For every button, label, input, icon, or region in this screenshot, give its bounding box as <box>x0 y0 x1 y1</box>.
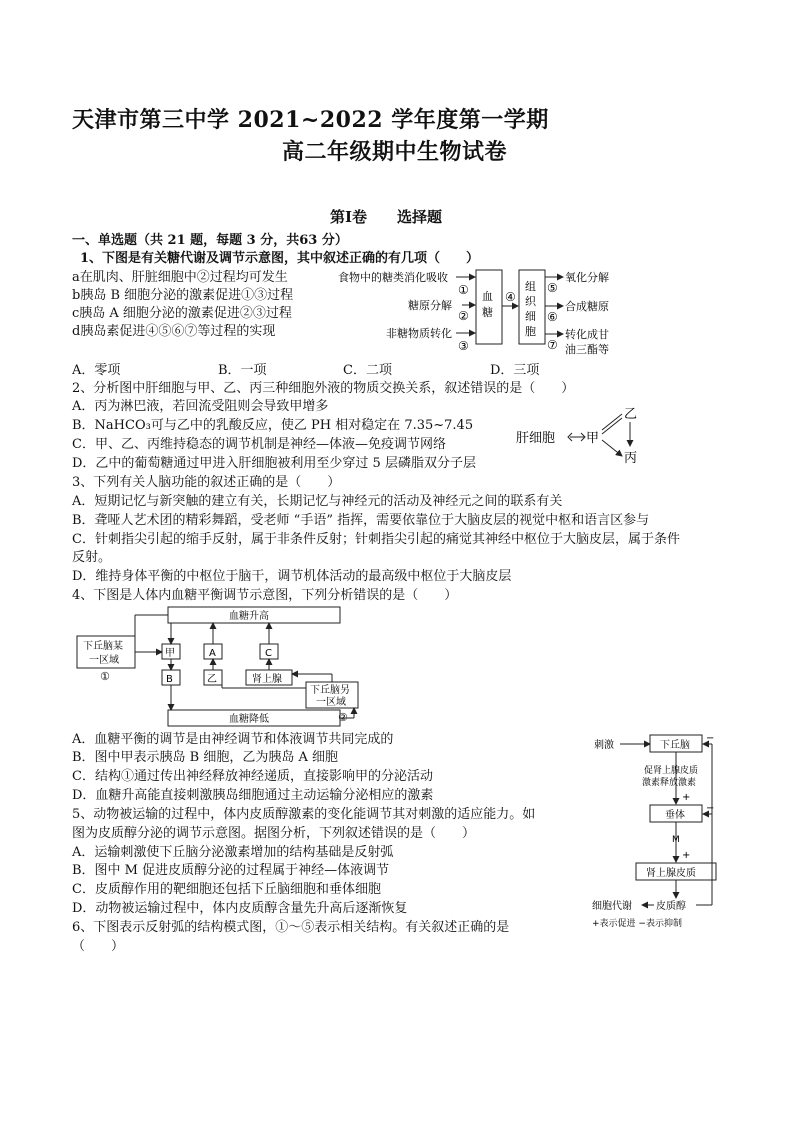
stimulus-label: 刺激 <box>594 740 614 751</box>
svg-text:激素释放激素: 激素释放激素 <box>642 778 697 788</box>
source-nonsugar-label: 非糖物质转化 <box>386 327 452 340</box>
q3-option-c-cont: 反射。 <box>72 550 112 565</box>
q1-glucose-diagram <box>336 264 626 360</box>
svg-text:皮质醇: 皮质醇 <box>656 901 686 912</box>
q2-option-c: C．甲、乙、丙维持稳态的调节机制是神经—体液—免疫调节网络 <box>72 437 446 452</box>
svg-text:肾上腺皮质: 肾上腺皮质 <box>646 868 696 879</box>
output-oxidation-label: 氧化分解 <box>565 271 609 284</box>
source-glycogen-label: 糖原分解 <box>408 299 452 312</box>
svg-text:细胞代谢: 细胞代谢 <box>592 901 632 912</box>
svg-text:⑤: ⑤ <box>547 281 558 295</box>
q1-option-a: A．零项 <box>72 363 121 378</box>
q4-regulation-diagram <box>74 604 364 730</box>
svg-text:B: B <box>166 674 173 685</box>
svg-text:甲: 甲 <box>165 648 175 659</box>
q6-stem: 6、下图表示反射弧的结构模式图，①～⑤表示相关结构。有关叙述正确的是 <box>72 920 510 935</box>
svg-text:血糖降低: 血糖降低 <box>229 714 269 725</box>
svg-text:下丘脑某: 下丘脑某 <box>83 641 123 652</box>
output-convert-label: 转化成甘 <box>565 328 609 341</box>
part-heading: 一、单选题（共 21 题，每题 3 分，共63 分） <box>72 233 348 248</box>
q3-option-b: B．聋哑人艺术团的精彩舞蹈，受老师 “手语” 指挥，需要依靠位于大脑皮层的视觉中枢和语言区参与 <box>72 513 650 528</box>
q3-option-c: C．针刺指尖引起的缩手反射，属于非条件反射；针刺指尖引起的痛觉其神经中枢位于大脑皮层，属于条件 <box>72 532 680 547</box>
q5-option-d: D．动物被运输过程中，体内皮质醇含量先升高后逐渐恢复 <box>72 901 408 916</box>
q5-cortisol-diagram <box>590 732 720 930</box>
svg-text:下丘脑另: 下丘脑另 <box>310 685 350 696</box>
title-line1: 天津市第三中学 2021~2022 学年度第一学期 <box>72 107 549 133</box>
svg-text:②: ② <box>458 309 469 323</box>
svg-text:⑦: ⑦ <box>547 338 558 352</box>
q5-stem-2: 图为皮质醇分泌的调节示意图。据图分析，下列叙述错误的是（ ） <box>72 826 476 841</box>
q2-option-a: A．丙为淋巴液，若回流受阻则会导致甲增多 <box>72 399 329 414</box>
svg-text:−: − <box>706 733 715 744</box>
q1-stem: 1、下图是有关糖代谢及调节示意图，其中叙述正确的有几项（ ） <box>80 251 480 266</box>
q1-option-c: C．二项 <box>343 363 392 378</box>
q5-option-b: B．图中 M 促进皮质醇分泌的过程属于神经—体液调节 <box>72 863 390 878</box>
q4-stem: 4、下图是人体内血糖平衡调节示意图，下列分析错误的是（ ） <box>72 588 458 603</box>
q5-option-a: A．运输刺激使下丘脑分泌激素增加的结构基础是反射弧 <box>72 845 394 860</box>
svg-text:血: 血 <box>482 290 493 303</box>
section-title: 第Ⅰ卷 选择题 <box>330 208 443 226</box>
svg-text:丙: 丙 <box>624 451 638 464</box>
svg-text:+: + <box>682 792 691 803</box>
title-line2: 高二年级期中生物试卷 <box>282 139 508 165</box>
legend-label: +表示促进 −表示抑制 <box>592 919 682 929</box>
svg-text:①: ① <box>100 670 110 683</box>
svg-text:③: ③ <box>458 339 469 353</box>
q2-option-b: B．NaHCO₃可与乙中的乳酸反应，使乙 PH 相对稳定在 7.35~7.45 <box>72 418 474 433</box>
output-glycogen-label: 合成糖原 <box>565 300 609 313</box>
q5-stem: 5、动物被运输的过程中，体内皮质醇激素的变化能调节其对刺激的适应能力。如 <box>72 807 536 822</box>
q1-statement-d: d胰岛素促进④⑤⑥⑦等过程的实现 <box>72 324 276 339</box>
q6-stem-2: （ ） <box>72 939 125 954</box>
liver-cell-label: 肝细胞 <box>516 431 556 446</box>
q4-option-a: A．血糖平衡的调节是由神经调节和体液调节共同完成的 <box>72 732 394 747</box>
svg-text:促肾上腺皮质: 促肾上腺皮质 <box>644 766 699 776</box>
svg-text:垂体: 垂体 <box>665 810 685 821</box>
q1-option-b: B．一项 <box>218 363 267 378</box>
svg-text:胞: 胞 <box>525 325 536 338</box>
q1-option-d: D．三项 <box>490 363 540 378</box>
q1-statement-a: a在肌肉、肝脏细胞中②过程均可发生 <box>72 270 288 285</box>
svg-text:织: 织 <box>525 295 536 308</box>
svg-text:细: 细 <box>525 310 536 323</box>
q3-option-d: D．维持身体平衡的中枢位于脑干，调节机体活动的最高级中枢位于大脑皮层 <box>72 569 512 584</box>
q2-stem: 2、分析图中肝细胞与甲、乙、丙三种细胞外液的物质交换关系，叙述错误的是（ ） <box>72 381 575 396</box>
svg-text:A: A <box>209 648 216 659</box>
svg-text:糖: 糖 <box>482 306 493 319</box>
q3-option-a: A．短期记忆与新突触的建立有关，长期记忆与神经元的活动及神经元之间的联系有关 <box>72 494 563 509</box>
svg-text:④: ④ <box>505 290 516 304</box>
q4-option-c: C．结构①通过传出神经释放神经递质，直接影响甲的分泌活动 <box>72 769 433 784</box>
svg-text:油三酯等: 油三酯等 <box>565 343 609 356</box>
svg-text:血糖升高: 血糖升高 <box>229 611 269 622</box>
q4-option-d: D．血糖升高能直接刺激胰岛细胞通过主动运输分泌相应的激素 <box>72 788 434 803</box>
svg-text:②: ② <box>338 711 348 724</box>
q2-option-d: D．乙中的葡萄糖通过甲进入肝细胞被利用至少穿过 5 层磷脂双分子层 <box>72 456 476 471</box>
svg-text:甲: 甲 <box>586 431 600 446</box>
q1-statement-c: c胰岛 A 细胞分泌的激素促进②③过程 <box>72 306 292 321</box>
source-digest-label: 食物中的糖类消化吸收 <box>338 271 448 284</box>
svg-text:一区域: 一区域 <box>316 697 346 708</box>
q5-option-c: C．皮质醇作用的靶细胞还包括下丘脑细胞和垂体细胞 <box>72 882 381 897</box>
svg-text:乙: 乙 <box>624 407 638 422</box>
svg-text:下丘脑: 下丘脑 <box>660 740 690 751</box>
q1-statement-b: b胰岛 B 细胞分泌的激素促进①③过程 <box>72 288 294 303</box>
svg-text:一区域: 一区域 <box>89 655 119 666</box>
svg-text:⑥: ⑥ <box>547 310 558 324</box>
svg-text:C: C <box>265 648 272 659</box>
svg-text:+: + <box>682 850 691 861</box>
svg-text:肾上腺: 肾上腺 <box>252 674 282 685</box>
q2-fluid-diagram <box>514 404 644 464</box>
svg-text:M: M <box>672 835 680 845</box>
svg-text:组: 组 <box>525 280 536 293</box>
q4-option-b: B．图中甲表示胰岛 B 细胞，乙为胰岛 A 细胞 <box>72 750 339 765</box>
svg-text:①: ① <box>458 283 469 297</box>
svg-text:乙: 乙 <box>207 674 217 685</box>
svg-text:−: − <box>706 803 715 814</box>
q3-stem: 3、下列有关人脑功能的叙述正确的是（ ） <box>72 475 341 490</box>
